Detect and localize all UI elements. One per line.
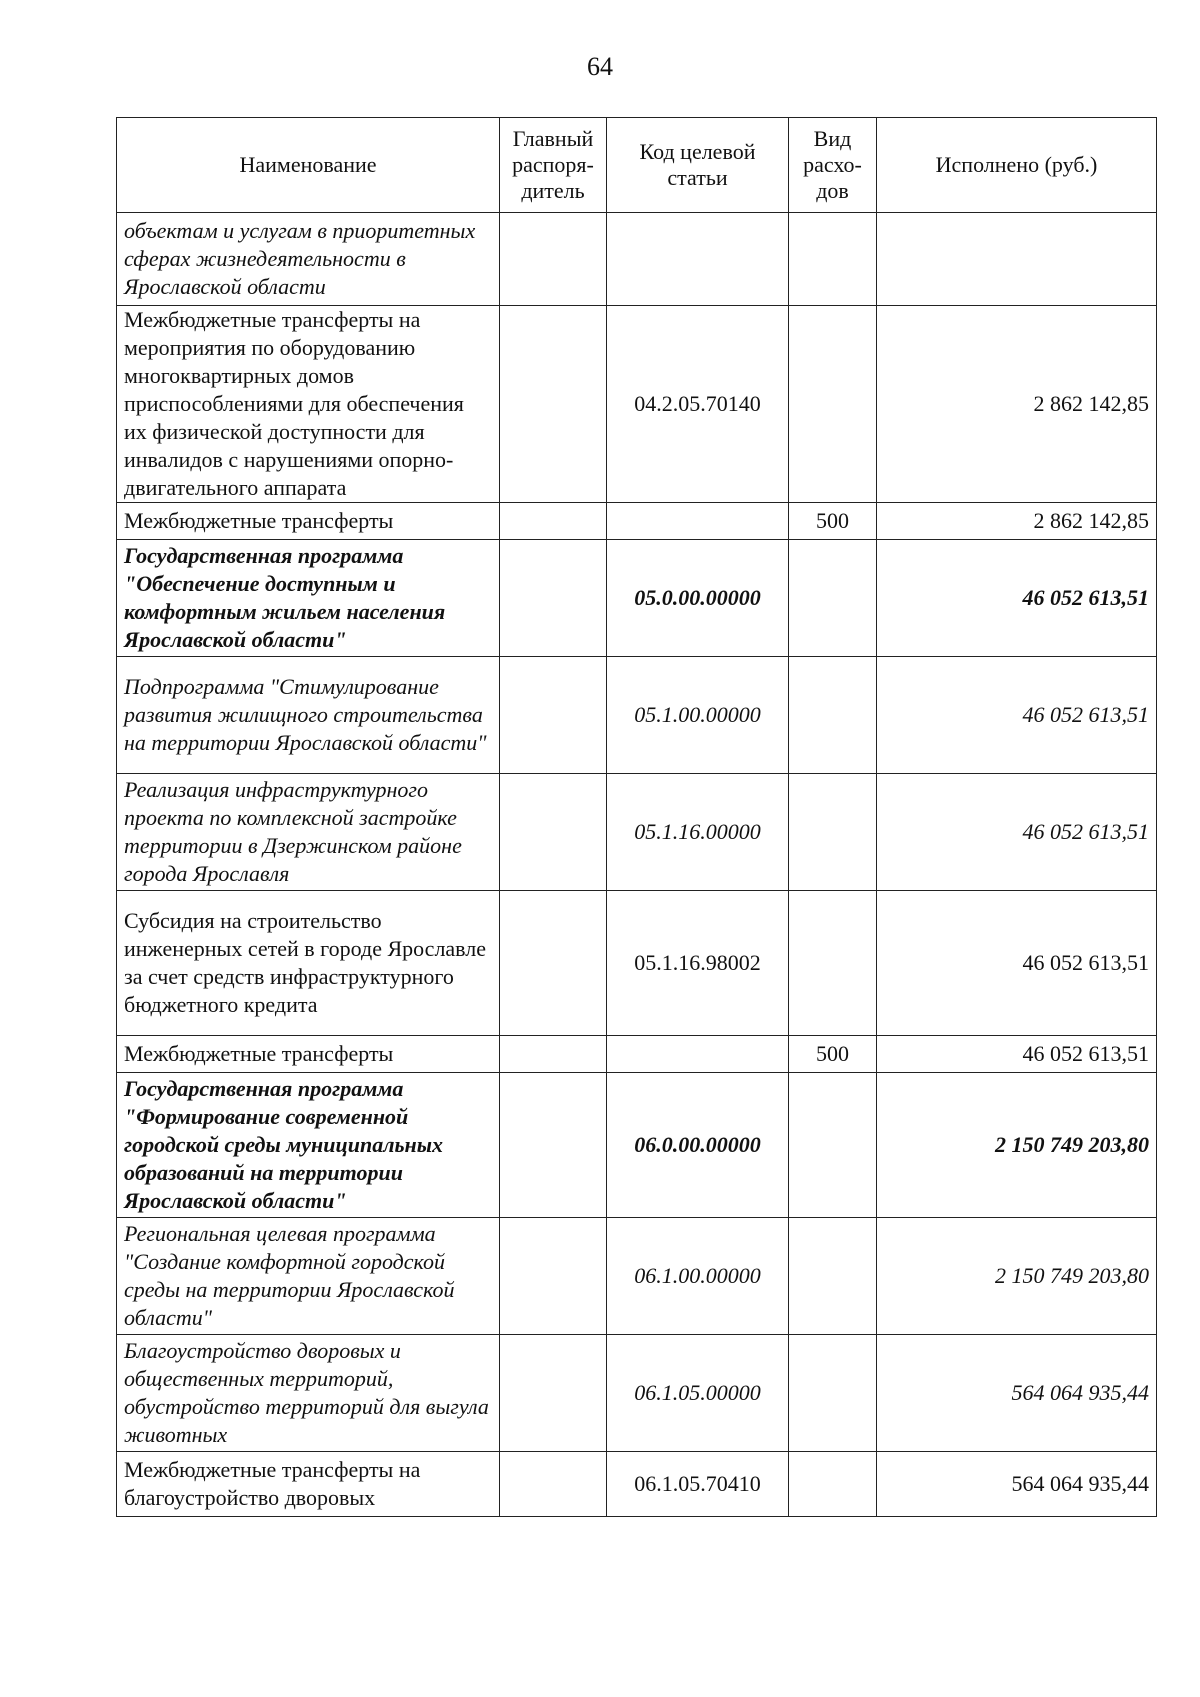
- row-amount: 46 052 613,51: [877, 540, 1157, 657]
- row-code: 06.0.00.00000: [607, 1073, 789, 1218]
- row-admin: [500, 1335, 607, 1452]
- header-kind: Вид расхо-дов: [789, 118, 877, 213]
- row-code: 05.0.00.00000: [607, 540, 789, 657]
- table-row: [117, 891, 1157, 1036]
- row-name: Межбюджетные трансферты: [117, 1036, 500, 1073]
- row-name: Региональная целевая программа "Создание комфортной городской среды на территории Ярославской области": [117, 1218, 500, 1335]
- row-admin: [500, 1073, 607, 1218]
- row-code: 05.1.16.00000: [607, 774, 789, 891]
- row-code: 06.1.05.00000: [607, 1335, 789, 1452]
- row-code: [607, 503, 789, 540]
- row-kind: [789, 540, 877, 657]
- row-amount: 46 052 613,51: [877, 891, 1157, 1036]
- row-amount: 2 150 749 203,80: [877, 1073, 1157, 1218]
- page-number: 64: [587, 52, 613, 81]
- row-code: 05.1.16.98002: [607, 891, 789, 1036]
- table-row: [117, 213, 1157, 306]
- row-admin: [500, 1218, 607, 1335]
- row-amount: 46 052 613,51: [877, 774, 1157, 891]
- row-kind: [789, 774, 877, 891]
- row-admin: [500, 657, 607, 774]
- table-row: [117, 1218, 1157, 1335]
- row-name: объектам и услугам в приоритетных сферах жизнедеятельности в Ярославской области: [117, 213, 500, 306]
- row-name: Межбюджетные трансферты на благоустройство дворовых: [117, 1452, 500, 1517]
- budget-table: [116, 117, 1157, 1517]
- row-kind: 500: [789, 503, 877, 540]
- row-code: [607, 1036, 789, 1073]
- row-admin: [500, 774, 607, 891]
- row-amount: 46 052 613,51: [877, 1036, 1157, 1073]
- row-code: 04.2.05.70140: [607, 306, 789, 503]
- row-admin: [500, 1036, 607, 1073]
- row-code: 05.1.00.00000: [607, 657, 789, 774]
- row-name: Межбюджетные трансферты на мероприятия по оборудованию многоквартирных домов приспособлениями для обеспечения их физической доступности для инвалидов с нарушениями опорно-двигательного аппарата: [117, 306, 500, 503]
- row-name: Межбюджетные трансферты: [117, 503, 500, 540]
- row-admin: [500, 891, 607, 1036]
- table-row: [117, 774, 1157, 891]
- table-row: [117, 1036, 1157, 1073]
- table-row: [117, 503, 1157, 540]
- row-amount: 564 064 935,44: [877, 1452, 1157, 1517]
- row-kind: [789, 306, 877, 503]
- row-amount: 2 862 142,85: [877, 306, 1157, 503]
- row-kind: [789, 1335, 877, 1452]
- row-name: Государственная программа "Формирование современной городской среды муниципальных образований на территории Ярославской области": [117, 1073, 500, 1218]
- row-code: [607, 213, 789, 306]
- row-kind: [789, 213, 877, 306]
- header-amount: Исполнено (руб.): [877, 118, 1157, 213]
- row-amount: 2 150 749 203,80: [877, 1218, 1157, 1335]
- row-amount: 564 064 935,44: [877, 1335, 1157, 1452]
- row-kind: 500: [789, 1036, 877, 1073]
- row-admin: [500, 540, 607, 657]
- row-kind: [789, 657, 877, 774]
- row-admin: [500, 503, 607, 540]
- row-amount: 2 862 142,85: [877, 503, 1157, 540]
- table-row: [117, 1335, 1157, 1452]
- row-admin: [500, 213, 607, 306]
- row-admin: [500, 306, 607, 503]
- row-code: 06.1.05.70410: [607, 1452, 789, 1517]
- header-name: Наименование: [117, 118, 500, 213]
- row-kind: [789, 1218, 877, 1335]
- row-name: Благоустройство дворовых и общественных территорий, обустройство территорий для выгула животных: [117, 1335, 500, 1452]
- row-kind: [789, 1073, 877, 1218]
- header-admin: Главный распоря-дитель: [500, 118, 607, 213]
- row-kind: [789, 891, 877, 1036]
- table-row: [117, 540, 1157, 657]
- row-name: Государственная программа "Обеспечение доступным и комфортным жильем населения Ярославской области": [117, 540, 500, 657]
- table-row: [117, 1073, 1157, 1218]
- row-amount: 46 052 613,51: [877, 657, 1157, 774]
- table-row: [117, 657, 1157, 774]
- table-row: [117, 1452, 1157, 1517]
- row-amount: [877, 213, 1157, 306]
- table-row: [117, 306, 1157, 503]
- row-name: Подпрограмма "Стимулирование развития жилищного строительства на территории Ярославской области": [117, 657, 500, 774]
- row-admin: [500, 1452, 607, 1517]
- row-code: 06.1.00.00000: [607, 1218, 789, 1335]
- table-header-row: [117, 118, 1157, 213]
- header-code: Код целевой статьи: [607, 118, 789, 213]
- row-name: Реализация инфраструктурного проекта по комплексной застройке территории в Дзержинском районе города Ярославля: [117, 774, 500, 891]
- row-name: Субсидия на строительство инженерных сетей в городе Ярославле за счет средств инфраструктурного бюджетного кредита: [117, 891, 500, 1036]
- row-kind: [789, 1452, 877, 1517]
